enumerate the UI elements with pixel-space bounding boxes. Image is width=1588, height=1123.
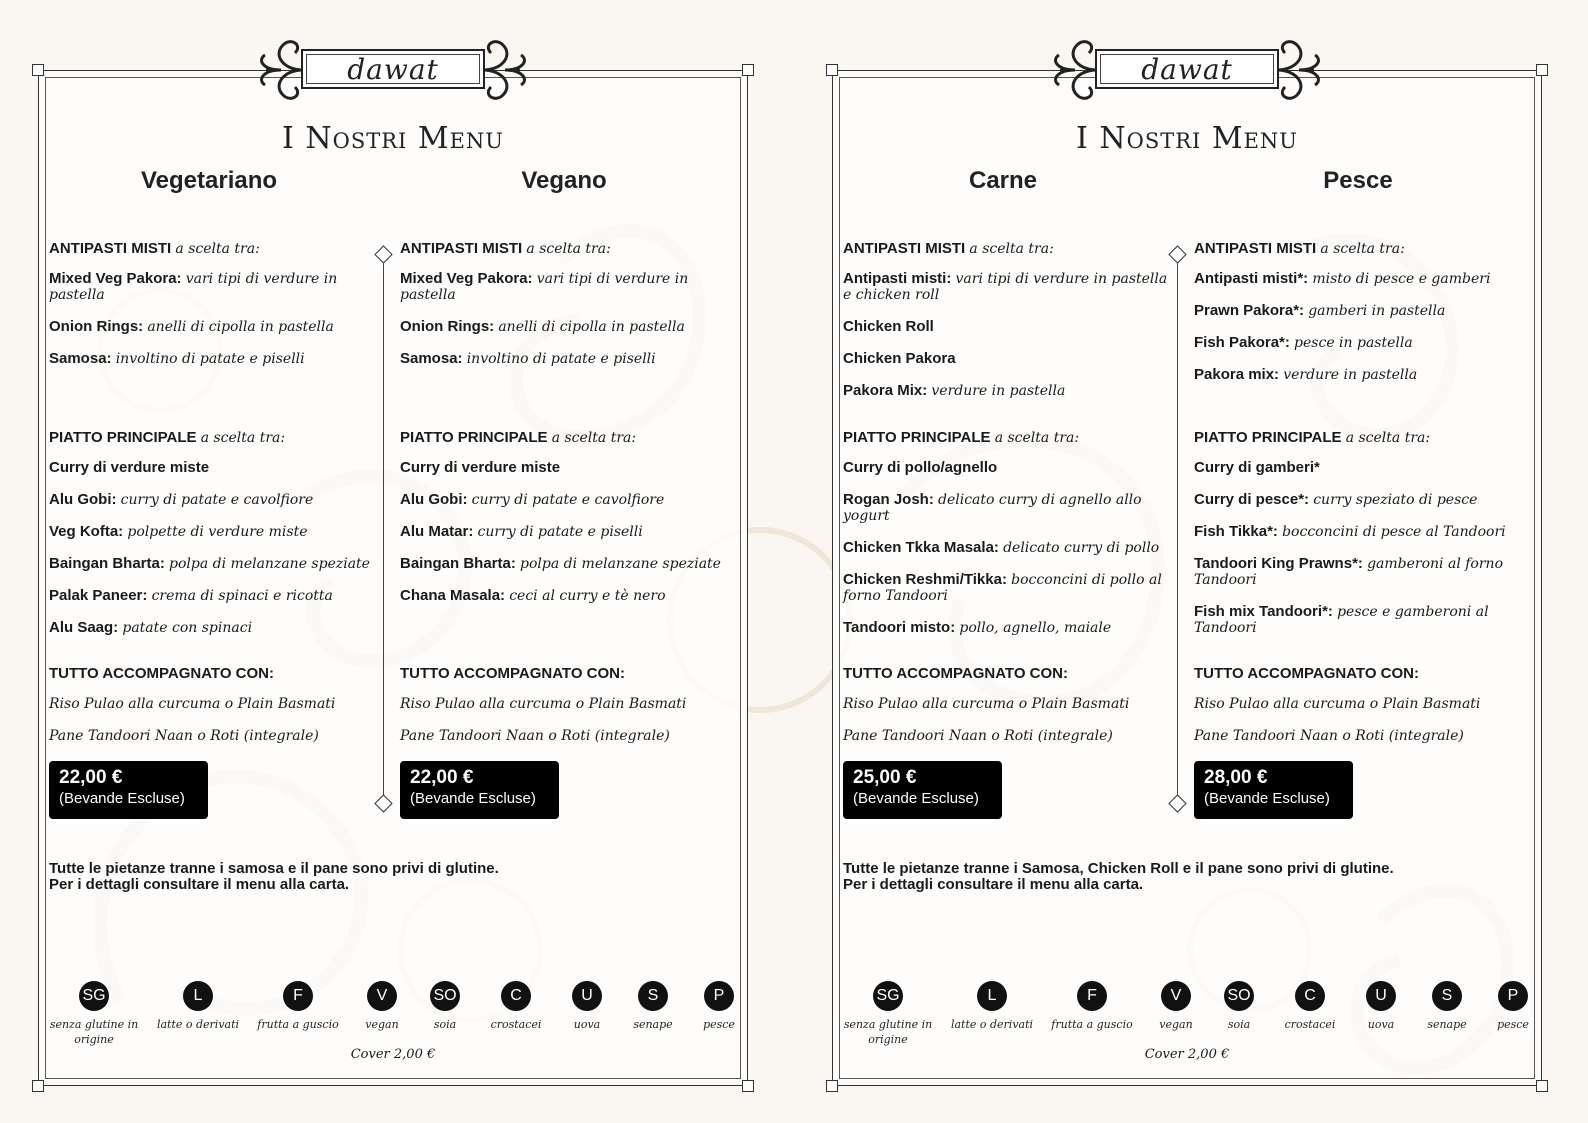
allergen-c-icon: C bbox=[501, 981, 531, 1011]
menu-item: Fish mix Tandoori*: pesce e gamberoni al Tandoori bbox=[1194, 603, 1489, 636]
menu-item: Alu Gobi: curry di patate e cavolfiore bbox=[49, 491, 314, 508]
legend-item: L latte o derivati bbox=[947, 981, 1037, 1032]
price-note: (Bevande Escluse) bbox=[1204, 790, 1330, 807]
dawat-logo bbox=[253, 35, 533, 105]
menu-item: Baingan Bharta: polpa di melanzane speziate bbox=[49, 555, 370, 572]
legend-item: L latte o derivati bbox=[153, 981, 243, 1032]
legend-item: SG senza glutine in origine bbox=[49, 981, 139, 1047]
sides-heading: TUTTO ACCOMPAGNATO CON: bbox=[843, 665, 1068, 682]
price-badge bbox=[1194, 761, 1353, 819]
allergen-s-icon: S bbox=[1432, 981, 1462, 1011]
corner-ornament bbox=[1536, 64, 1548, 76]
allergen-so-icon: SO bbox=[1224, 981, 1254, 1011]
menu-item: Alu Saag: patate con spinaci bbox=[49, 619, 253, 636]
corner-ornament bbox=[742, 1080, 754, 1092]
menu-item: Curry di verdure miste bbox=[49, 459, 210, 476]
menu-item: Alu Gobi: curry di patate e cavolfiore bbox=[400, 491, 665, 508]
sides-heading: TUTTO ACCOMPAGNATO CON: bbox=[400, 665, 625, 682]
menu-item: Pakora mix: verdure in pastella bbox=[1194, 366, 1418, 383]
logo-frame bbox=[1095, 49, 1279, 89]
menu-item: Tandoori misto: pollo, agnello, maiale bbox=[843, 619, 1112, 636]
legend-item: C crostacei bbox=[471, 981, 561, 1032]
starter-heading: ANTIPASTI MISTI a scelta tra: bbox=[49, 240, 260, 257]
corner-ornament bbox=[826, 1080, 838, 1092]
allergen-so-icon: SO bbox=[430, 981, 460, 1011]
starter-heading: ANTIPASTI MISTI a scelta tra: bbox=[400, 240, 611, 257]
diamond-ornament bbox=[374, 245, 392, 263]
menu-column-carne bbox=[843, 241, 1168, 819]
legend-item: SO soia bbox=[1194, 981, 1284, 1032]
side-item: Riso Pulao alla curcuma o Plain Basmati bbox=[49, 696, 336, 712]
menu-item: Prawn Pakora*: gamberi in pastella bbox=[1194, 302, 1446, 319]
allergen-c-icon: C bbox=[1295, 981, 1325, 1011]
flourish-icon bbox=[477, 35, 533, 105]
corner-ornament bbox=[1536, 1080, 1548, 1092]
price-note: (Bevande Escluse) bbox=[59, 790, 185, 807]
starter-heading: ANTIPASTI MISTI a scelta tra: bbox=[843, 240, 1054, 257]
legend-item: U uova bbox=[1336, 981, 1426, 1032]
legend-item: U uova bbox=[542, 981, 632, 1032]
diamond-ornament bbox=[1168, 794, 1186, 812]
allergen-v-icon: V bbox=[1161, 981, 1191, 1011]
allergen-u-icon: U bbox=[1366, 981, 1396, 1011]
price-note: (Bevande Escluse) bbox=[853, 790, 979, 807]
menu-item: Chicken Tkka Masala: delicato curry di pollo bbox=[843, 539, 1160, 556]
main-heading: PIATTO PRINCIPALE a scelta tra: bbox=[400, 429, 637, 446]
corner-ornament bbox=[826, 64, 838, 76]
menu-item: Alu Matar: curry di patate e piselli bbox=[400, 523, 643, 540]
price-amount: 25,00 € bbox=[853, 767, 917, 788]
menu-item: Onion Rings: anelli di cipolla in pastella bbox=[49, 318, 334, 335]
allergen-f-icon: F bbox=[1077, 981, 1107, 1011]
menu-item: Antipasti misti: vari tipi di verdure in pastella e chicken roll bbox=[843, 270, 1168, 303]
main-heading: PIATTO PRINCIPALE a scelta tra: bbox=[49, 429, 286, 446]
diamond-ornament bbox=[1168, 245, 1186, 263]
side-item: Pane Tandoori Naan o Roti (integrale) bbox=[49, 728, 319, 744]
menu-item: Chicken Reshmi/Tikka: bocconcini di pollo al forno Tandoori bbox=[843, 571, 1162, 604]
price-badge bbox=[49, 761, 208, 819]
menu-item: Veg Kofta: polpette di verdure miste bbox=[49, 523, 308, 540]
menu-item: Samosa: involtino di patate e piselli bbox=[49, 350, 305, 367]
column-divider bbox=[1177, 253, 1178, 803]
menu-item: Rogan Josh: delicato curry di agnello allo yogurt bbox=[843, 491, 1142, 524]
sides-heading: TUTTO ACCOMPAGNATO CON: bbox=[49, 665, 274, 682]
legend-item: SO soia bbox=[400, 981, 490, 1032]
price-badge bbox=[400, 761, 559, 819]
menu-item: Palak Paneer: crema di spinaci e ricotta bbox=[49, 587, 333, 604]
logo-text: dawat bbox=[1141, 52, 1233, 86]
column-title: Carne bbox=[968, 167, 1038, 194]
menu-item: Baingan Bharta: polpa di melanzane speziate bbox=[400, 555, 721, 572]
corner-ornament bbox=[742, 64, 754, 76]
price-badge bbox=[843, 761, 1002, 819]
menu-item: Samosa: involtino di patate e piselli bbox=[400, 350, 656, 367]
allergen-f-icon: F bbox=[283, 981, 313, 1011]
corner-ornament bbox=[32, 1080, 44, 1092]
menu-column-vegano bbox=[400, 241, 725, 819]
cover-charge: Cover 2,00 € bbox=[1144, 1047, 1230, 1062]
side-item: Riso Pulao alla curcuma o Plain Basmati bbox=[843, 696, 1130, 712]
allergen-u-icon: U bbox=[572, 981, 602, 1011]
legend-item: V vegan bbox=[337, 981, 427, 1032]
side-item: Pane Tandoori Naan o Roti (integrale) bbox=[400, 728, 670, 744]
menu-item: Chicken Roll bbox=[843, 318, 934, 335]
starter-heading: ANTIPASTI MISTI a scelta tra: bbox=[1194, 240, 1405, 257]
menu-page-right bbox=[832, 52, 1542, 1086]
menu-item: Mixed Veg Pakora: vari tipi di verdure in pastella bbox=[400, 270, 689, 303]
dawat-logo bbox=[1047, 35, 1327, 105]
price-note: (Bevande Escluse) bbox=[410, 790, 536, 807]
logo-frame bbox=[301, 49, 485, 89]
menu-title: I Nostri Menu bbox=[1075, 121, 1298, 156]
gluten-note: Tutte le pietanze tranne i samosa e il pane sono privi di glutine. Per i dettagli consultare il menu alla carta. bbox=[49, 860, 499, 893]
menu-item: Pakora Mix: verdure in pastella bbox=[843, 382, 1066, 399]
sides-heading: TUTTO ACCOMPAGNATO CON: bbox=[1194, 665, 1419, 682]
legend-item: S senape bbox=[1402, 981, 1492, 1032]
menu-item: Onion Rings: anelli di cipolla in pastella bbox=[400, 318, 685, 335]
side-item: Riso Pulao alla curcuma o Plain Basmati bbox=[1194, 696, 1481, 712]
allergen-p-icon: P bbox=[1498, 981, 1528, 1011]
legend-item: F frutta a guscio bbox=[253, 981, 343, 1032]
column-title: Vegetariano bbox=[140, 167, 278, 194]
main-heading: PIATTO PRINCIPALE a scelta tra: bbox=[843, 429, 1080, 446]
corner-ornament bbox=[32, 64, 44, 76]
allergen-v-icon: V bbox=[367, 981, 397, 1011]
menu-item: Fish Tikka*: bocconcini di pesce al Tandoori bbox=[1194, 523, 1506, 540]
gluten-note: Tutte le pietanze tranne i Samosa, Chicken Roll e il pane sono privi di glutine. Per i dettagli consultare il menu alla carta. bbox=[843, 860, 1394, 893]
price-amount: 22,00 € bbox=[410, 767, 474, 788]
menu-item: Curry di pesce*: curry speziato di pesce bbox=[1194, 491, 1478, 508]
menu-column-pesce bbox=[1194, 241, 1519, 819]
menu-item: Curry di pollo/agnello bbox=[843, 459, 998, 476]
menu-item: Curry di gamberi* bbox=[1194, 459, 1320, 476]
flourish-icon bbox=[1271, 35, 1327, 105]
allergen-legend bbox=[841, 981, 1533, 1051]
menu-item: Mixed Veg Pakora: vari tipi di verdure in pastella bbox=[49, 270, 338, 303]
side-item: Pane Tandoori Naan o Roti (integrale) bbox=[843, 728, 1113, 744]
menu-page-left bbox=[38, 52, 748, 1086]
legend-item: P pesce bbox=[674, 981, 764, 1032]
price-amount: 28,00 € bbox=[1204, 767, 1268, 788]
menu-item: Tandoori King Prawns*: gamberoni al forno Tandoori bbox=[1194, 555, 1503, 588]
allergen-l-icon: L bbox=[977, 981, 1007, 1011]
logo-text: dawat bbox=[347, 52, 439, 86]
column-divider bbox=[383, 253, 384, 803]
side-item: Riso Pulao alla curcuma o Plain Basmati bbox=[400, 696, 687, 712]
menu-title: I Nostri Menu bbox=[281, 121, 504, 156]
column-title: Vegano bbox=[521, 167, 607, 194]
legend-item: V vegan bbox=[1131, 981, 1221, 1032]
allergen-sg-icon: SG bbox=[873, 981, 903, 1011]
column-title: Pesce bbox=[1323, 167, 1393, 194]
cover-charge: Cover 2,00 € bbox=[350, 1047, 436, 1062]
menu-column-vegetariano bbox=[49, 241, 374, 819]
allergen-l-icon: L bbox=[183, 981, 213, 1011]
legend-item: C crostacei bbox=[1265, 981, 1355, 1032]
main-heading: PIATTO PRINCIPALE a scelta tra: bbox=[1194, 429, 1431, 446]
legend-item: SG senza glutine in origine bbox=[843, 981, 933, 1047]
legend-item: P pesce bbox=[1468, 981, 1558, 1032]
menu-item: Antipasti misti*: misto di pesce e gamberi bbox=[1194, 270, 1491, 287]
menu-item: Chana Masala: ceci al curry e tè nero bbox=[400, 587, 666, 604]
price-amount: 22,00 € bbox=[59, 767, 123, 788]
menu-item: Curry di verdure miste bbox=[400, 459, 561, 476]
legend-item: S senape bbox=[608, 981, 698, 1032]
legend-item: F frutta a guscio bbox=[1047, 981, 1137, 1032]
menu-item: Chicken Pakora bbox=[843, 350, 956, 367]
allergen-legend bbox=[47, 981, 739, 1051]
menu-item: Fish Pakora*: pesce in pastella bbox=[1194, 334, 1413, 351]
diamond-ornament bbox=[374, 794, 392, 812]
allergen-p-icon: P bbox=[704, 981, 734, 1011]
allergen-s-icon: S bbox=[638, 981, 668, 1011]
allergen-sg-icon: SG bbox=[79, 981, 109, 1011]
side-item: Pane Tandoori Naan o Roti (integrale) bbox=[1194, 728, 1464, 744]
